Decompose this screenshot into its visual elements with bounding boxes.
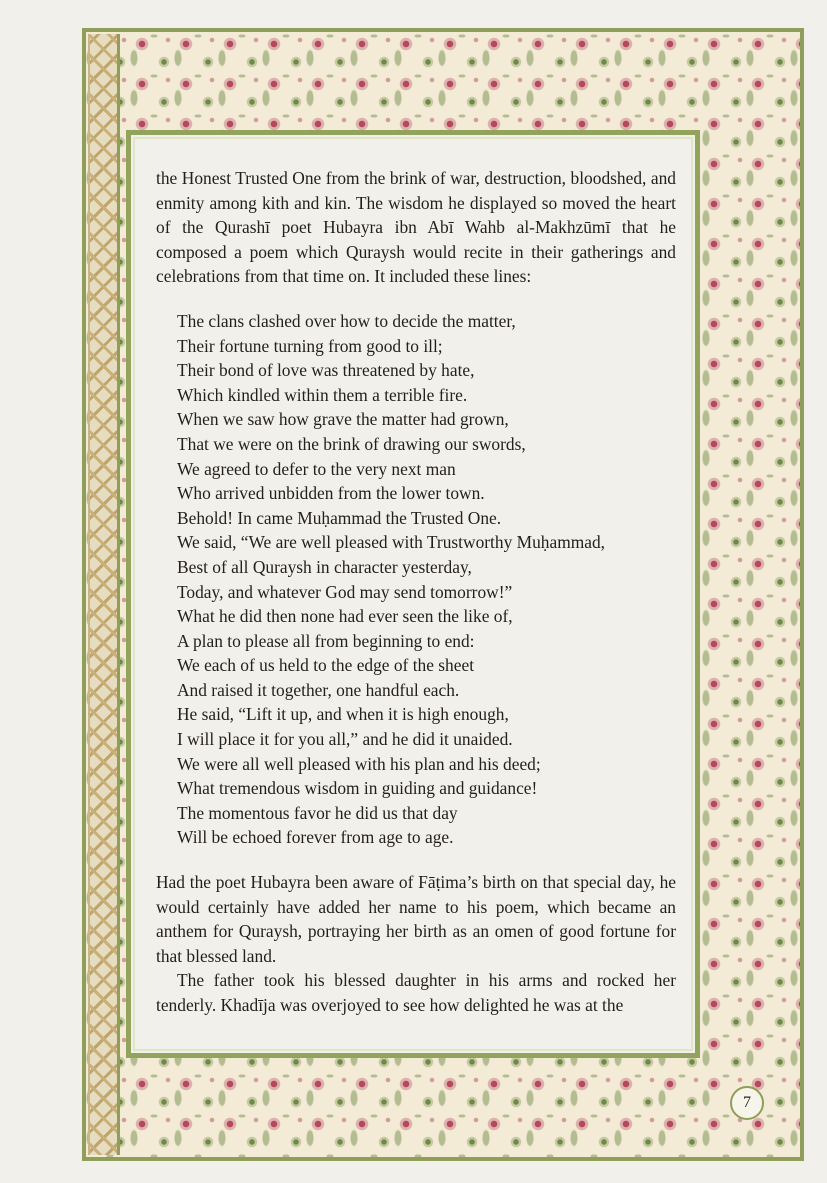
poem-line: Today, and whatever God may send tomorrow!” [177, 581, 513, 602]
poem-line: Will be echoed forever from age to age. [177, 827, 454, 848]
poem-line: Best of all Quraysh in character yesterday, [177, 556, 472, 577]
poem-line: Who arrived unbidden from the lower town. [177, 483, 485, 504]
poem-line: A plan to please all from beginning to end: [177, 630, 475, 651]
poem-line: Their bond of love was threatened by hate, [177, 360, 475, 381]
poem-line: I will place it for you all,” and he did it unaided. [177, 729, 513, 750]
poem-line: The clans clashed over how to decide the matter, [177, 310, 516, 331]
poem-line: We each of us held to the edge of the sheet [177, 655, 475, 676]
poem-line: What tremendous wisdom in guiding and guidance! [177, 778, 538, 799]
poem-line: We agreed to defer to the very next man [177, 458, 456, 479]
paragraph-after-poem: Had the poet Hubayra been aware of Fāṭima’s birth on that special day, he would certainly have added her name to his poem, which became an anthem for Quraysh, portraying her birth as an omen of good fortune for that blessed land. [156, 872, 676, 966]
poem-line: We said, “We are well pleased with Trustworthy Muḥammad, [177, 532, 606, 553]
poem-line: That we were on the brink of drawing our swords, [177, 433, 526, 454]
poem-line: The momentous favor he did us that day [177, 802, 458, 823]
poem-line: We were all well pleased with his plan and his deed; [177, 753, 541, 774]
opening-paragraph: the Honest Trusted One from the brink of war, destruction, bloodshed, and enmity among kith and kin. The wisdom he displayed so moved the heart of the Qurashī poet Hubayra ibn Abī Wahb al-Makhzūmī that he composed a poem which Quraysh would recite in their gatherings and celebrations from that time on. It included these lines: [156, 168, 676, 287]
poem-line: And raised it together, one handful each. [177, 679, 460, 700]
poem-line: Which kindled within them a terrible fire. [177, 384, 468, 405]
poem-line: When we saw how grave the matter had grown, [177, 409, 509, 430]
poem [177, 309, 676, 850]
page-body [156, 166, 676, 1018]
braided-border-strip [88, 34, 120, 1155]
poem-line: What he did then none had ever seen the like of, [177, 606, 513, 627]
closing-paragraph: The father took his blessed daughter in his arms and rocked her tenderly. Khadīja was overjoyed to see how delighted he was at the [156, 970, 676, 1015]
poem-line: He said, “Lift it up, and when it is high enough, [177, 704, 509, 725]
poem-line: Their fortune turning from good to ill; [177, 335, 443, 356]
poem-line: Behold! In came Muḥammad the Trusted One. [177, 507, 502, 528]
page-number: 7 [730, 1086, 764, 1120]
